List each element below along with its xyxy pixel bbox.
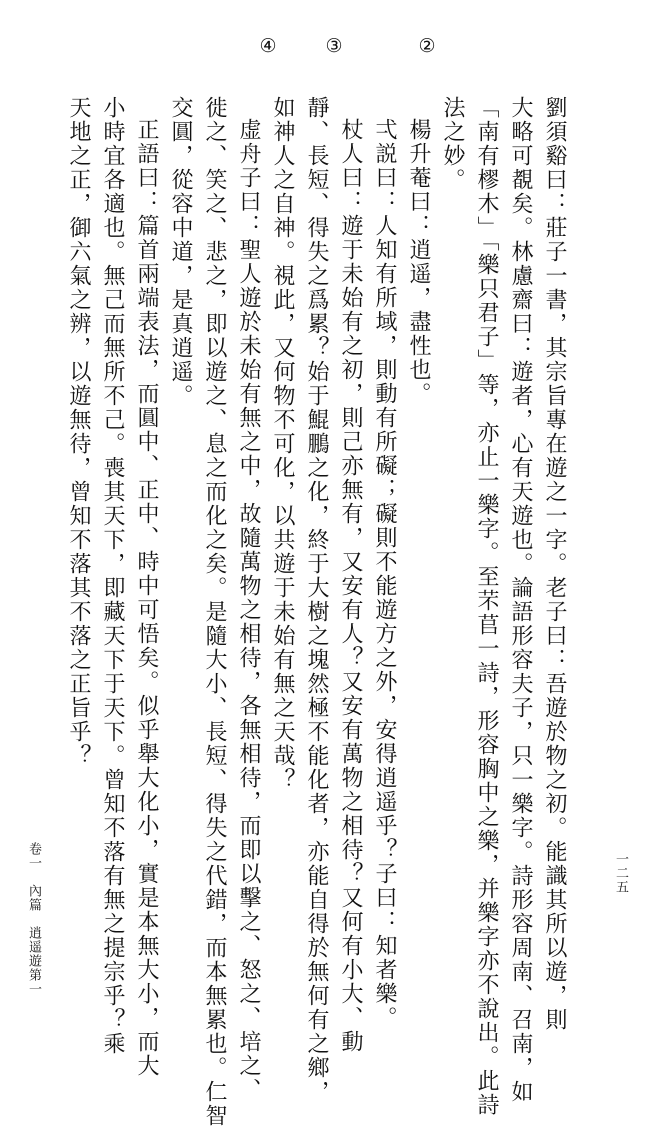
text-line: 虚舟子曰：聖人遊於未始有無之中，故隨萬物之相待，各無相待，而即以擊之、怒之、培之、	[236, 118, 261, 1102]
text-line: 「南有樛木」「樂只君子」等，亦止一樂字。至芣苢一詩，形容胸中之樂，并樂字亦不說出。此詩	[474, 96, 499, 1117]
text-line: 正語曰：篇首兩端表法，而圓中、正中、時中可悟矣。似乎舉大化小，實是本無大小，而大	[134, 118, 159, 1078]
text-line: 天地之正，御六氣之辨，以遊無待，曾知不落其不落之正旨乎？	[66, 96, 91, 768]
text-line: 劉須谿曰：莊子一書，其宗旨專在遊之一字。老子曰：吾遊於物之初。能識其所以遊，則	[542, 96, 567, 1032]
text-line: 大略可覩矣。林慮齋曰：遊者，心有天遊也。論語形容夫子，只一樂字。詩形容周南、召南，如	[508, 96, 533, 1104]
text-line: 楊升菴曰：逍遥，盡性也。	[406, 118, 431, 406]
text-line: 杖人曰：遊于未始有之初，則己亦無有，又安有人？又安有萬物之相待？又何有小大、動	[338, 118, 363, 1054]
text-line: 交圓，從容中道，是真逍遥。	[168, 96, 193, 408]
text-line: 法之妙。	[440, 96, 465, 192]
text-line: 如神人之自神。視此，又何物不可化，以共遊于未始有無之天哉？	[270, 96, 295, 792]
text-line: 小時宜各適也。無己而無所不己。喪其天下，即藏天下于天下。曾知不落有無之提宗乎？乘	[100, 96, 125, 1056]
footnote-marker-4[interactable]: ④	[259, 35, 277, 57]
text-line: 徙之、笑之、悲之，即以遊之、息之而化之矣。是隨大小、長短、得失之代錯，而本無累也。仁智	[202, 96, 227, 1128]
text-line: 弌説曰：人知有所域，則動有所礙；礙則不能遊方之外，安得逍遥乎？子曰：知者樂。	[372, 118, 397, 1030]
footnote-markers	[240, 34, 500, 60]
page-number: 一二五	[613, 852, 628, 894]
footnote-marker-2[interactable]: ②	[418, 35, 436, 57]
footnote-marker-3[interactable]: ③	[325, 35, 343, 57]
running-head: 卷一 內篇 逍遥遊第一	[26, 842, 41, 996]
text-line: 靜、長短、得失之爲累？始于鯤鵬之化，終于大樹之塊然極不能化者，亦能自得於無何有之鄉，	[304, 96, 329, 1104]
